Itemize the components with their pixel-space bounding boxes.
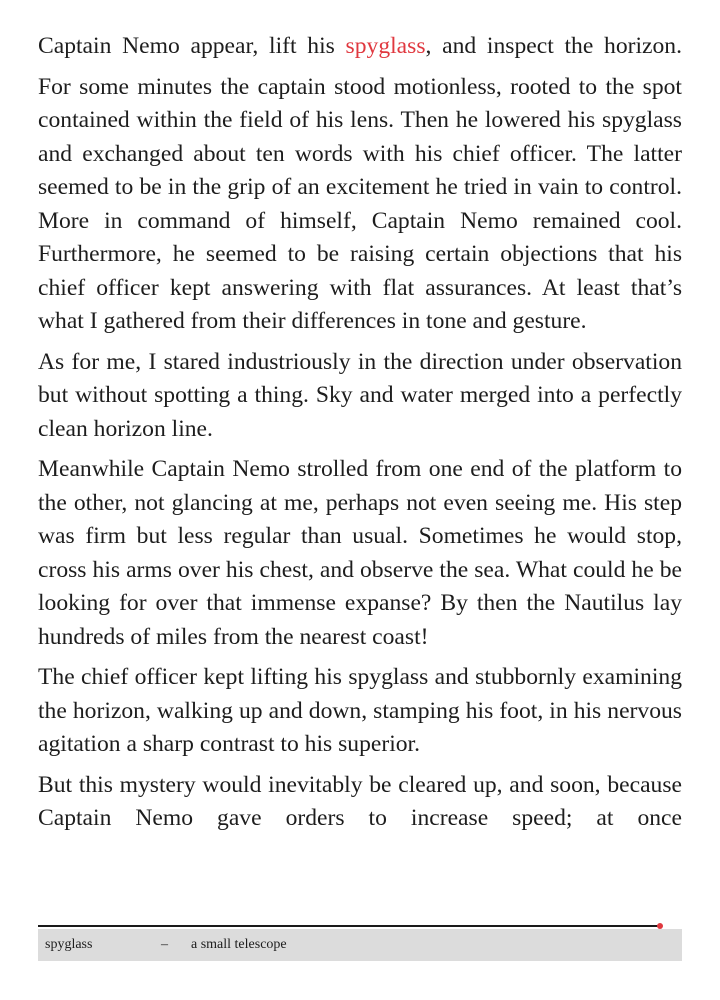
paragraph-1-before: Captain Nemo appear, lift his [38,33,346,59]
glossary-footnote [38,929,682,961]
paragraph-4: Meanwhile Captain Nemo strolled from one end of the platform to the other, not glancing at me, perhaps not even seeing me. His step was firm but less regular than usual. Sometimes he would stop, cross his arms over his chest, and observe the sea. What could he be looking for over that immense expanse? By then the Nautilus lay hundreds of miles from the nearest coast! [38,456,682,650]
paragraph-6: But this mystery would inevitably be cleared up, and soon, because Captain Nemo gave orders to increase speed; at once [38,771,682,831]
glossary-definition: a small telescope [191,937,287,952]
book-page-text [38,30,682,843]
paragraph-1-after: , and inspect the horizon. [425,33,682,59]
glossary-term: spyglass [45,937,93,952]
paragraph-3: As for me, I stared industriously in the direction under observation but without spotting a thing. Sky and water merged into a perfectly clean horizon line. [38,348,682,442]
glossary-dash: – [161,937,168,952]
paragraph-5: The chief officer kept lifting his spyglass and stubbornly examining the horizon, walking up and down, stamping his foot, in his nervous agitation a sharp contrast to his superior. [38,664,682,757]
glossary-highlight-spyglass[interactable]: spyglass [345,33,426,59]
paragraph-2: For some minutes the captain stood motionless, rooted to the spot contained within the field of his lens. Then he lowered his spyglass and exchanged about ten words with his chief officer. The latter seemed to be in the grip of an excitement he tried in vain to control. More in command of himself, Captain Nemo remained cool. Furthermore, he seemed to be raising certain objections that his chief officer kept answering with flat assurances. At least that’s what I gathered from their differences in tone and gesture. [38,73,682,334]
paragraph-1 [38,30,682,64]
footnote-divider [38,925,658,927]
